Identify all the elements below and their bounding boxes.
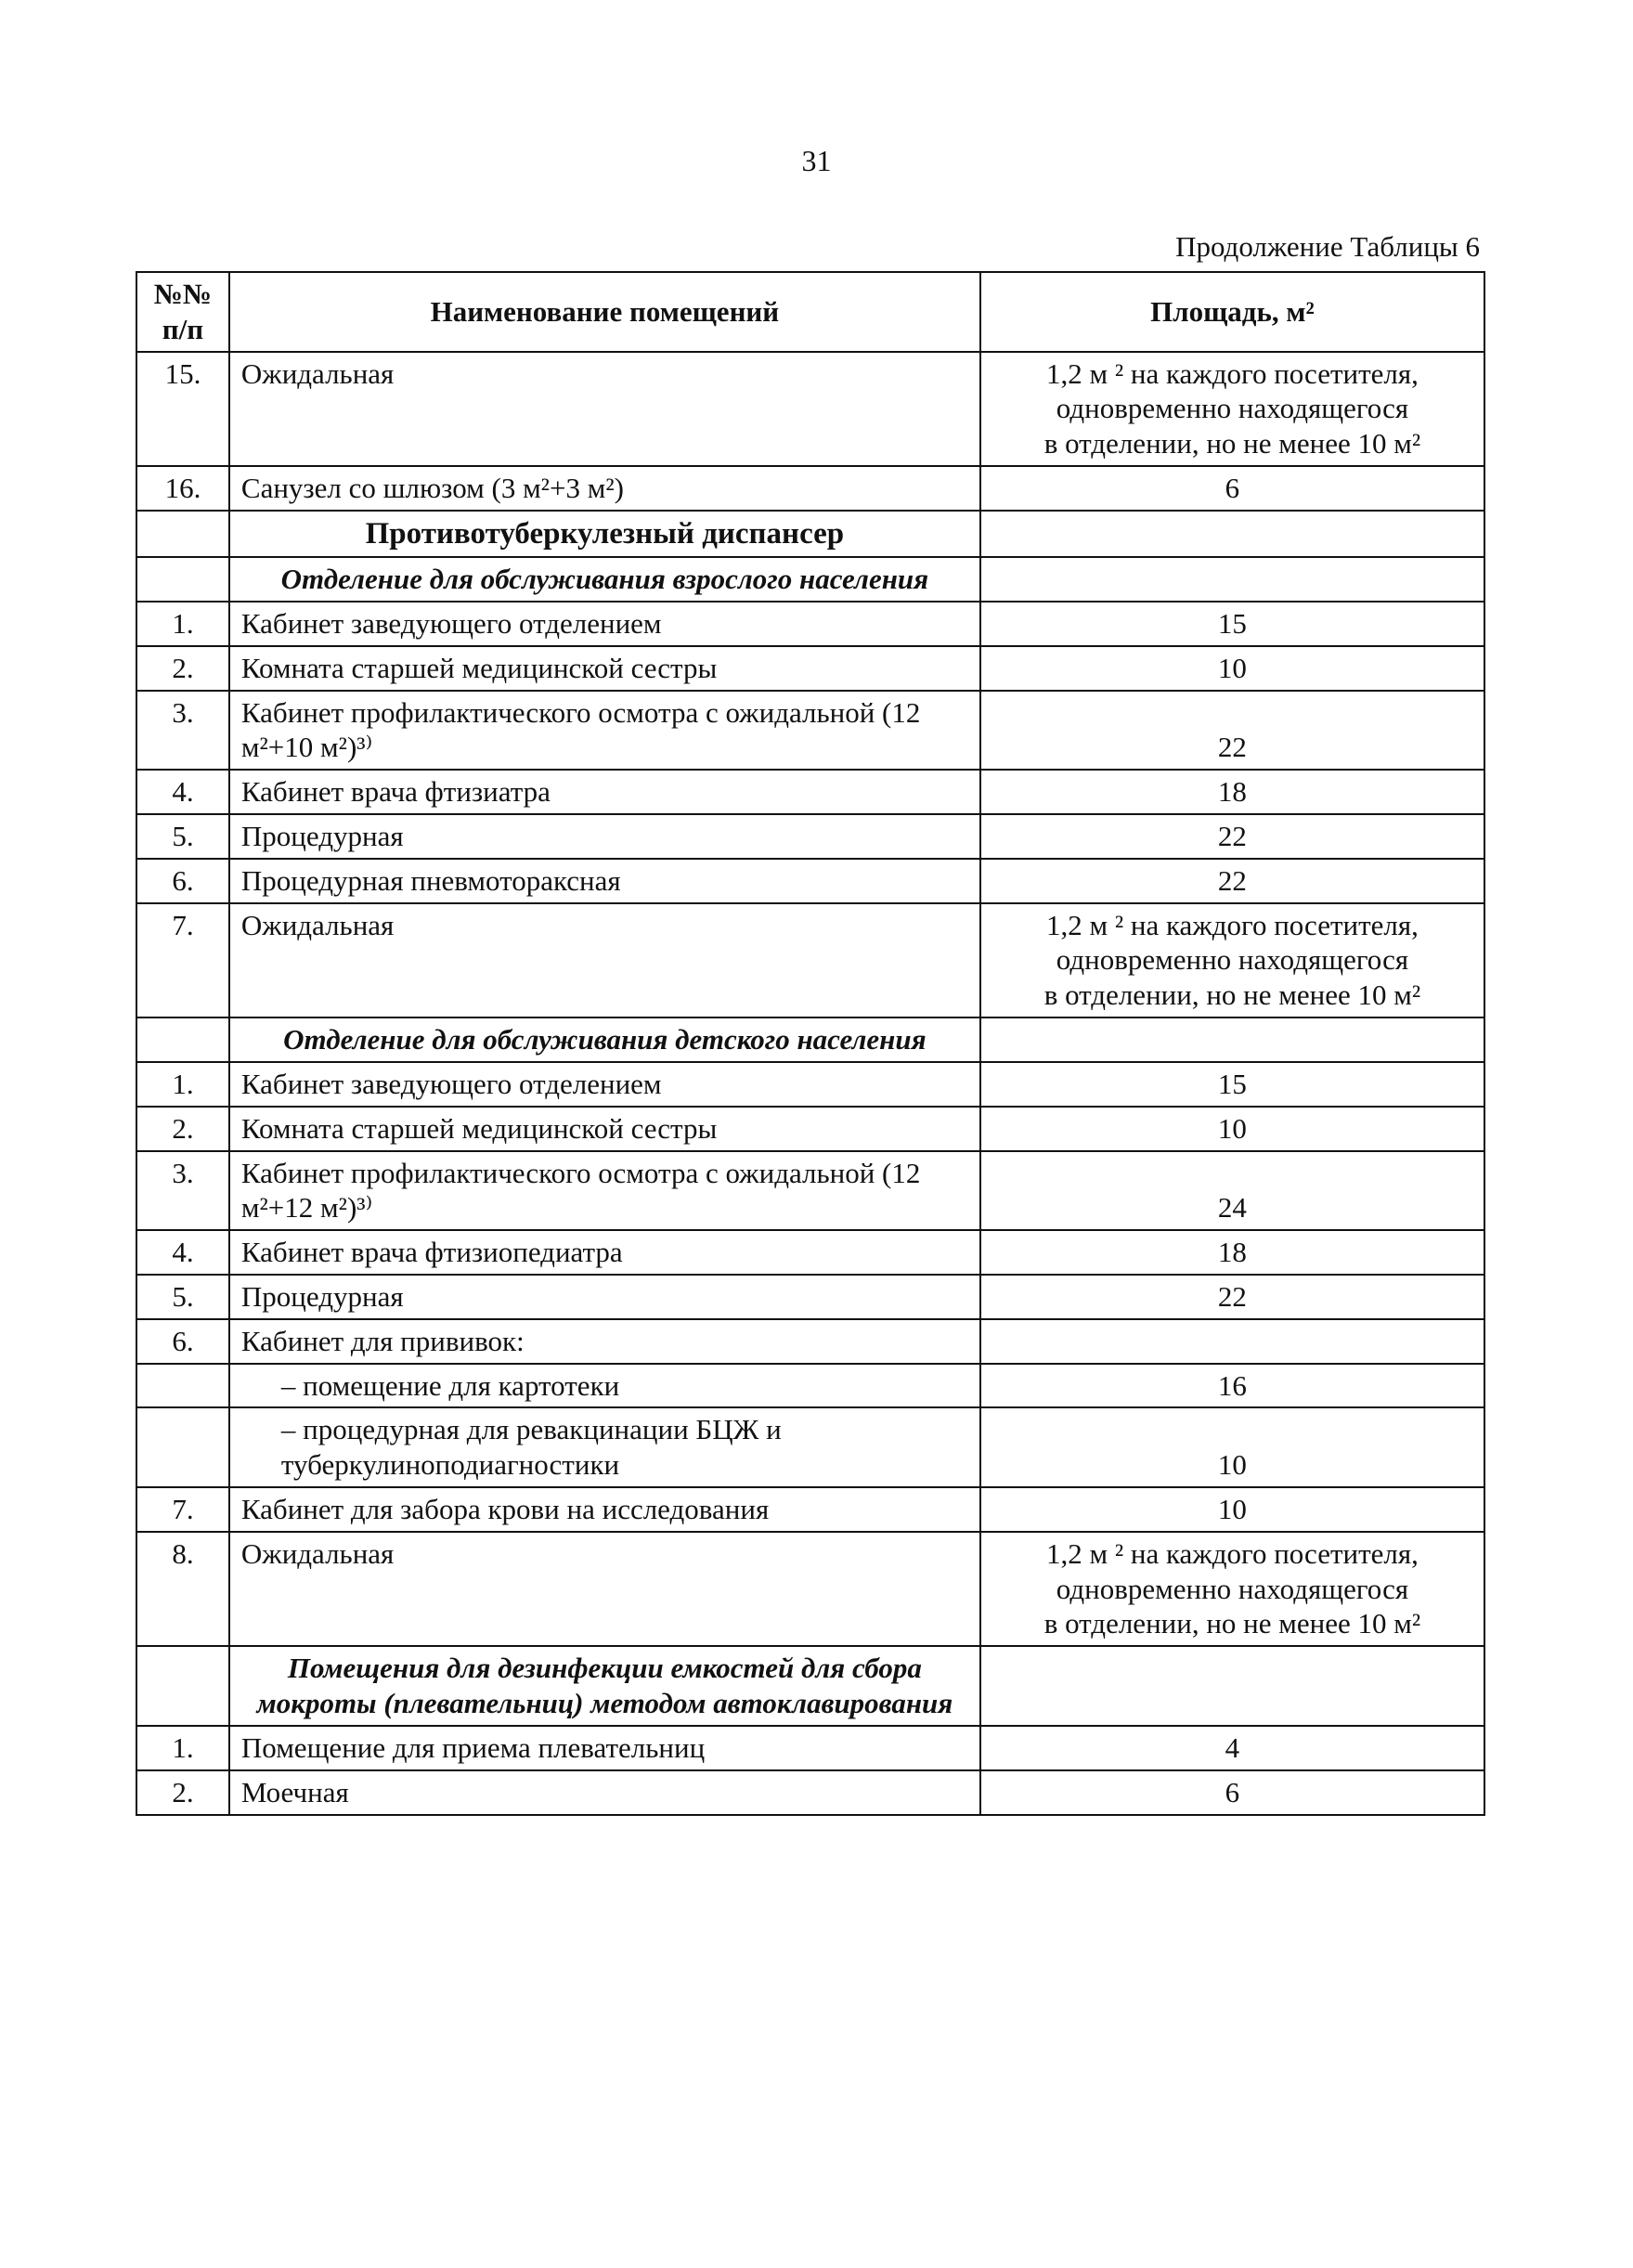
waiting-area-line: одновременно находящегося bbox=[1056, 392, 1409, 425]
subsection-title: Отделение для обслуживания детского населения bbox=[229, 1017, 980, 1062]
table-row bbox=[136, 1487, 1484, 1532]
page-number: 31 bbox=[801, 144, 832, 177]
table-row bbox=[136, 1407, 1484, 1487]
table-row bbox=[136, 1062, 1484, 1107]
table-row bbox=[136, 646, 1484, 691]
section-row bbox=[136, 511, 1484, 557]
row-area-waiting bbox=[980, 1532, 1484, 1646]
table-row bbox=[136, 1770, 1484, 1815]
row-area: 6 bbox=[980, 466, 1484, 511]
table-continuation-label: Продолжение Таблицы 6 bbox=[1175, 230, 1480, 263]
row-num: 15. bbox=[136, 352, 229, 466]
row-area: 4 bbox=[980, 1726, 1484, 1770]
table-row bbox=[136, 1107, 1484, 1151]
row-area: 10 bbox=[980, 646, 1484, 691]
subsection-title: Отделение для обслуживания взрослого населения bbox=[229, 557, 980, 602]
table-row bbox=[136, 1230, 1484, 1275]
waiting-area-line: 1,2 м ² на каждого посетителя, bbox=[1045, 1536, 1419, 1570]
row-num: 6. bbox=[136, 859, 229, 903]
waiting-area-line: 1,2 м ² на каждого посетителя, bbox=[1045, 908, 1419, 941]
table-row bbox=[136, 770, 1484, 814]
table-row bbox=[136, 691, 1484, 771]
waiting-area-line: в отделении, но не менее 10 м² bbox=[1043, 427, 1421, 460]
row-room-name: Ожидальная bbox=[229, 352, 980, 466]
header-num: №№ п/п bbox=[136, 272, 229, 352]
row-room-name: Кабинет для забора крови на исследования bbox=[229, 1487, 980, 1532]
row-num: 2. bbox=[136, 1770, 229, 1815]
row-area: 6 bbox=[980, 1770, 1484, 1815]
row-area bbox=[980, 1319, 1484, 1364]
row-room-name: Процедурная bbox=[229, 1275, 980, 1319]
row-room-name: – процедурная для ревакцинации БЦЖ и туберкулиноподиагностики bbox=[229, 1407, 980, 1487]
table-row bbox=[136, 1726, 1484, 1770]
section-title: Противотуберкулезный диспансер bbox=[229, 511, 980, 557]
row-area: 18 bbox=[980, 770, 1484, 814]
table-row bbox=[136, 1151, 1484, 1231]
waiting-area-line: одновременно находящегося bbox=[1056, 943, 1409, 977]
row-area: 10 bbox=[980, 1487, 1484, 1532]
row-num: 7. bbox=[136, 1487, 229, 1532]
waiting-area-line: в отделении, но не менее 10 м² bbox=[1043, 978, 1421, 1012]
row-num: 3. bbox=[136, 691, 229, 771]
row-room-name: Кабинет для прививок: bbox=[229, 1319, 980, 1364]
row-room-name: Кабинет заведующего отделением bbox=[229, 1062, 980, 1107]
row-room-name: Кабинет врача фтизиатра bbox=[229, 770, 980, 814]
row-area: 18 bbox=[980, 1230, 1484, 1275]
row-room-name: Комната старшей медицинской сестры bbox=[229, 646, 980, 691]
subsection-row bbox=[136, 557, 1484, 602]
row-num: 5. bbox=[136, 814, 229, 859]
row-room-name: Ожидальная bbox=[229, 903, 980, 1017]
waiting-area-line: в отделении, но не менее 10 м² bbox=[1043, 1607, 1421, 1640]
row-room-name: Моечная bbox=[229, 1770, 980, 1815]
row-room-name: Санузел со шлюзом (3 м²+3 м²) bbox=[229, 466, 980, 511]
row-num: 7. bbox=[136, 903, 229, 1017]
row-num: 1. bbox=[136, 1726, 229, 1770]
row-num: 5. bbox=[136, 1275, 229, 1319]
table-row bbox=[136, 1319, 1484, 1364]
row-num: 1. bbox=[136, 602, 229, 646]
row-area-waiting bbox=[980, 903, 1484, 1017]
table-row bbox=[136, 1532, 1484, 1646]
header-room-name: Наименование помещений bbox=[229, 272, 980, 352]
row-room-name: Кабинет заведующего отделением bbox=[229, 602, 980, 646]
row-room-name: Ожидальная bbox=[229, 1532, 980, 1646]
row-num: 6. bbox=[136, 1319, 229, 1364]
row-num: 2. bbox=[136, 646, 229, 691]
subsection-row bbox=[136, 1017, 1484, 1062]
row-num: 1. bbox=[136, 1062, 229, 1107]
subsection-row bbox=[136, 1646, 1484, 1726]
header-area: Площадь, м² bbox=[980, 272, 1484, 352]
table-row bbox=[136, 859, 1484, 903]
row-room-name: Процедурная bbox=[229, 814, 980, 859]
waiting-area-line: одновременно находящегося bbox=[1056, 1572, 1409, 1605]
row-num: 4. bbox=[136, 1230, 229, 1275]
waiting-area-line: 1,2 м ² на каждого посетителя, bbox=[1045, 356, 1419, 390]
row-area: 22 bbox=[980, 859, 1484, 903]
table-row bbox=[136, 1364, 1484, 1408]
row-num: 3. bbox=[136, 1151, 229, 1231]
row-area: 10 bbox=[980, 1407, 1484, 1487]
row-room-name: Процедурная пневмотораксная bbox=[229, 859, 980, 903]
rooms-area-table bbox=[136, 271, 1485, 1816]
row-num bbox=[136, 1407, 229, 1487]
row-room-name: Кабинет врача фтизиопедиатра bbox=[229, 1230, 980, 1275]
row-area: 22 bbox=[980, 814, 1484, 859]
row-num: 8. bbox=[136, 1532, 229, 1646]
row-room-name: Комната старшей медицинской сестры bbox=[229, 1107, 980, 1151]
row-room-name: Кабинет профилактического осмотра с ожидальной (12 м²+10 м²)³⁾ bbox=[229, 691, 980, 771]
row-area: 15 bbox=[980, 602, 1484, 646]
row-num bbox=[136, 1364, 229, 1408]
table-row bbox=[136, 352, 1484, 466]
table-row bbox=[136, 814, 1484, 859]
table-header-row bbox=[136, 272, 1484, 352]
row-area: 15 bbox=[980, 1062, 1484, 1107]
row-num: 16. bbox=[136, 466, 229, 511]
row-area: 22 bbox=[980, 1275, 1484, 1319]
row-num: 4. bbox=[136, 770, 229, 814]
row-num: 2. bbox=[136, 1107, 229, 1151]
table-row bbox=[136, 466, 1484, 511]
subsection-title: Помещения для дезинфекции емкостей для сбора мокроты (плевательниц) методом автоклавирования bbox=[229, 1646, 980, 1726]
row-area: 24 bbox=[980, 1151, 1484, 1231]
table-row bbox=[136, 1275, 1484, 1319]
row-room-name: Кабинет профилактического осмотра с ожидальной (12 м²+12 м²)³⁾ bbox=[229, 1151, 980, 1231]
row-area: 16 bbox=[980, 1364, 1484, 1408]
row-area: 22 bbox=[980, 691, 1484, 771]
table-row bbox=[136, 602, 1484, 646]
row-area-waiting bbox=[980, 352, 1484, 466]
row-area: 10 bbox=[980, 1107, 1484, 1151]
table-row bbox=[136, 903, 1484, 1017]
row-room-name: Помещение для приема плевательниц bbox=[229, 1726, 980, 1770]
row-room-name: – помещение для картотеки bbox=[229, 1364, 980, 1408]
